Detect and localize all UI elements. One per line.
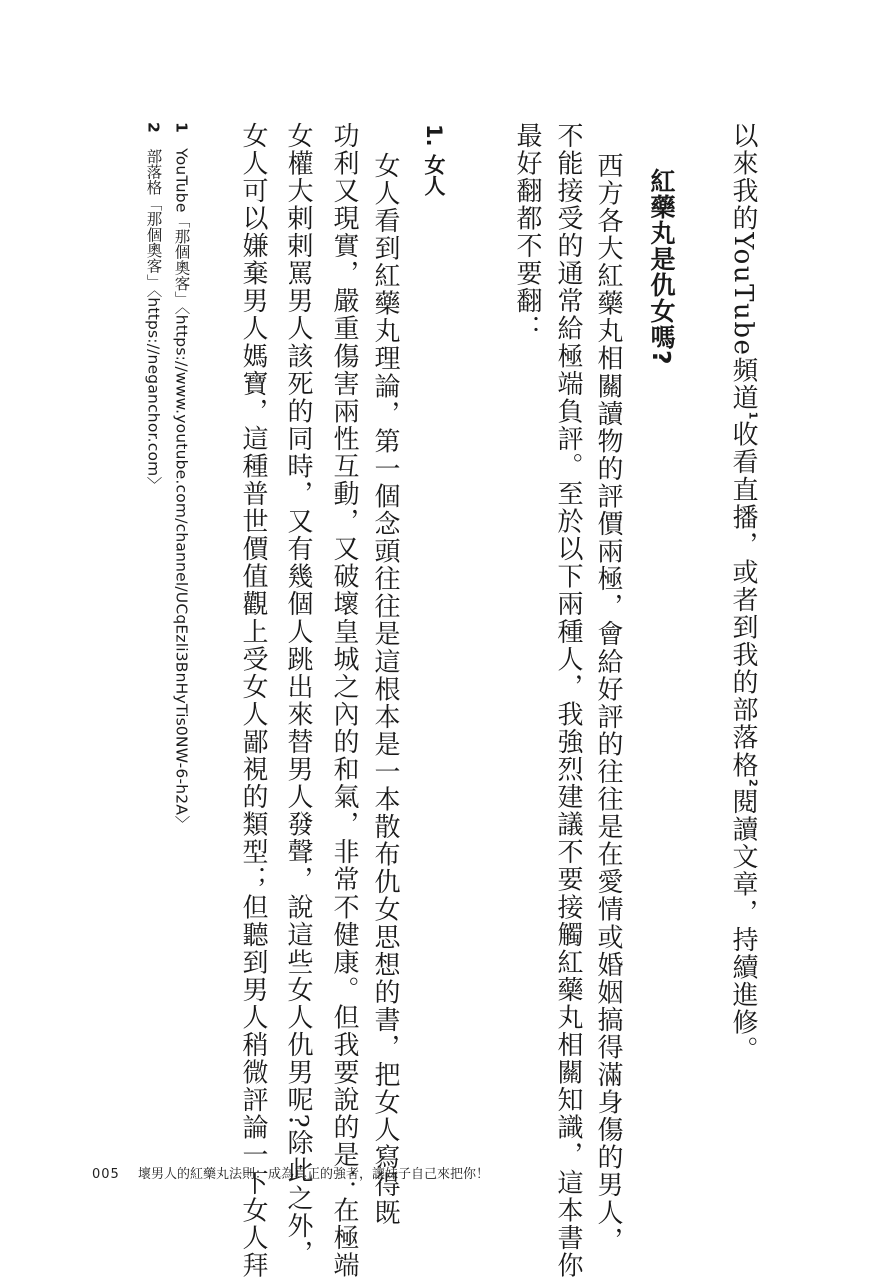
- paragraph-line: 女權大剌剌罵男人該死的同時，又有幾個人跳出來替男人發聲，說這些女人仇男呢?除此之外，: [283, 122, 313, 1268]
- page-number: 005: [92, 1167, 120, 1182]
- paragraph-line: 不能接受的通常給極端負評。至於以下兩種人，我強烈建議不要接觸紅藥丸相關知識，這本書你: [553, 122, 583, 1279]
- footnote-text[interactable]: YouTube「那個奧客」〈https://www.youtube.com/channel/UCqEzli3BnHyTis0NW-6-h2A〉: [172, 148, 191, 831]
- footnote-text[interactable]: 部落格「那個奧客」〈https://neganchor.com〉: [144, 148, 163, 493]
- footnote-1: [173, 122, 189, 1102]
- footnote-2: [145, 122, 161, 1102]
- subheading: 1. 女人: [422, 124, 446, 196]
- page-footer: [92, 1163, 489, 1182]
- footnote-ref-2[interactable]: 2: [746, 778, 760, 789]
- paragraph-line: 最好翻都不要翻：: [512, 122, 542, 343]
- book-title: 壞男人的紅藥丸法則：成為真正的強者，讓妹子自己來把你！: [137, 1167, 489, 1182]
- paragraph-text: 收看直播，或者到我的部落格: [728, 420, 758, 779]
- paragraph-line: 功利又現實，嚴重傷害兩性互動，又破壞皇城之內的和氣，非常不健康。但我要說的是：在極端: [329, 122, 359, 1279]
- section-heading: 紅藥丸是仇女嗎?: [647, 168, 676, 366]
- paragraph-continuation: [730, 122, 759, 1102]
- paragraph-line: 西方各大紅藥丸相關讀物的評價兩極，會給好評的往往是在愛情或婚姻搞得滿身傷的男人，: [593, 152, 623, 1254]
- paragraph-line: 女人可以嫌棄男人媽寶，這種普世價值觀上受女人鄙視的類型；但聽到男人稍微評論一下女人拜: [238, 122, 268, 1279]
- footnote-ref-1[interactable]: 1: [746, 411, 760, 421]
- footnote-number: 2: [144, 122, 163, 133]
- paragraph-text: 閱讀文章，持續進修。: [728, 788, 758, 1064]
- paragraph-text: 以來我的YouTube頻道: [728, 122, 758, 412]
- paragraph-line: 女人看到紅藥丸理論，第一個念頭往往是這根本是一本散布仇女思想的書，把女人寫得既: [370, 152, 400, 1227]
- footnote-number: 1: [172, 122, 191, 133]
